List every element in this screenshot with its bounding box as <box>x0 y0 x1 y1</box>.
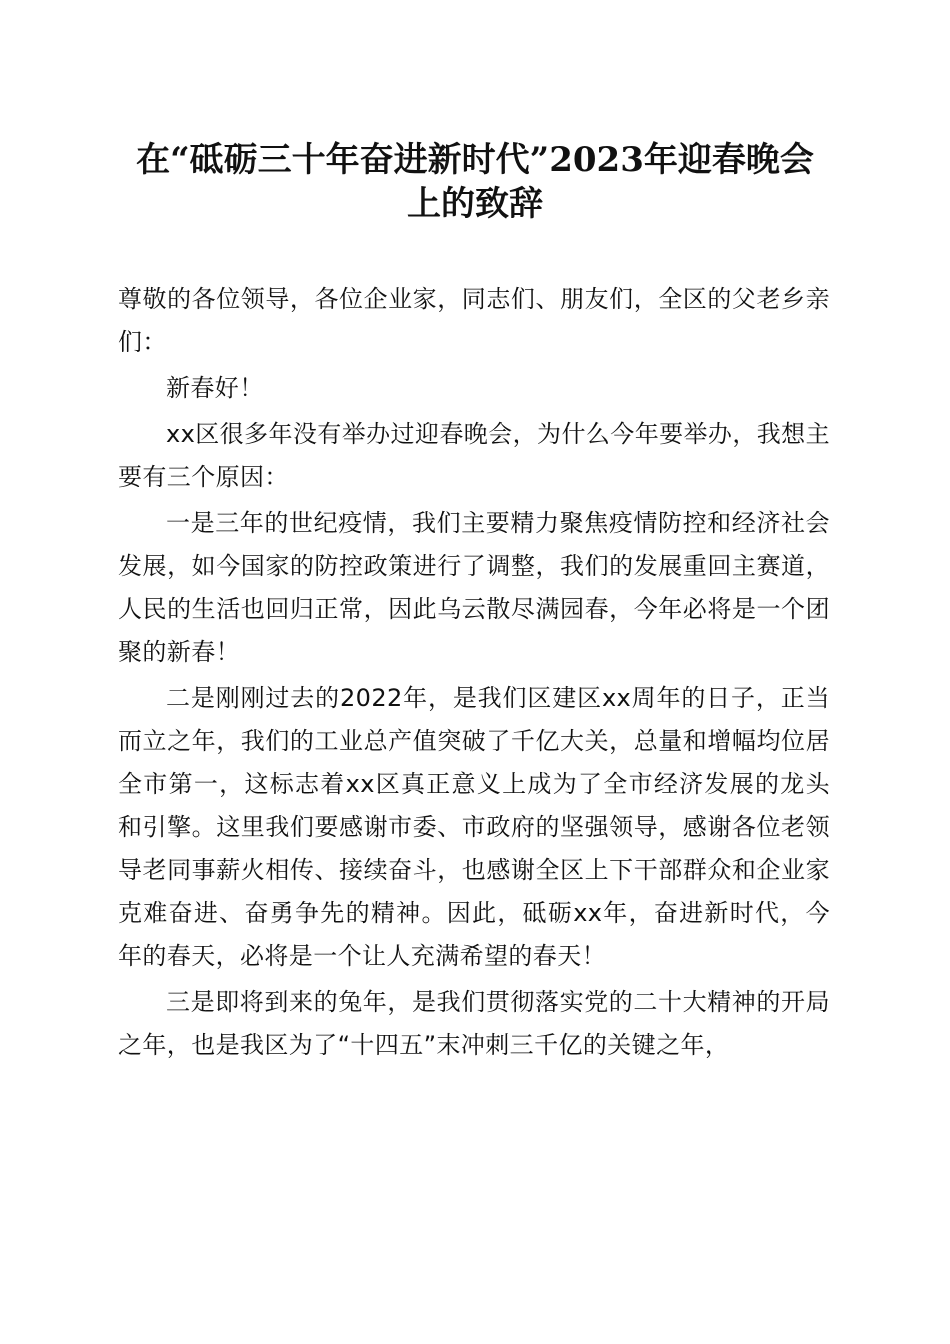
intro-paragraph: xx区很多年没有举办过迎春晚会，为什么今年要举办，我想主要有三个原因： <box>118 420 830 491</box>
reason-two-paragraph: 二是刚刚过去的2022年，是我们区建区xx周年的日子，正当而立之年，我们的工业总产值突破了千亿大关，总量和增幅均位居全市第一，这标志着xx区真正意义上成为了全市经济发展的龙头和引擎。这里我们要感谢市委、市政府的坚强领导，感谢各位老领导老同事薪火相传、接续奋斗，也感谢全区上下干部群众和企业家克难奋进、奋勇争先的精神。因此，砥砺xx年，奋进新时代，今年的春天，必将是一个让人充满希望的春天！ <box>118 684 830 970</box>
greeting-paragraph: 新春好！ <box>166 374 264 402</box>
reason-three-paragraph: 三是即将到来的兔年，是我们贯彻落实党的二十大精神的开局之年，也是我区为了“十四五”末冲刺三千亿的关键之年， <box>118 988 830 1059</box>
document-title: 在“砥砺三十年奋进新时代”2023年迎春晚会上的致辞 <box>136 140 814 224</box>
document-body <box>118 278 830 1070</box>
reason-one-paragraph: 一是三年的世纪疫情，我们主要精力聚焦疫情防控和经济社会发展，如今国家的防控政策进行了调整，我们的发展重回主赛道，人民的生活也回归正常，因此乌云散尽满园春，今年必将是一个团聚的新春！ <box>118 509 830 666</box>
salutation-paragraph: 尊敬的各位领导，各位企业家，同志们、朋友们，全区的父老乡亲们： <box>118 285 830 356</box>
